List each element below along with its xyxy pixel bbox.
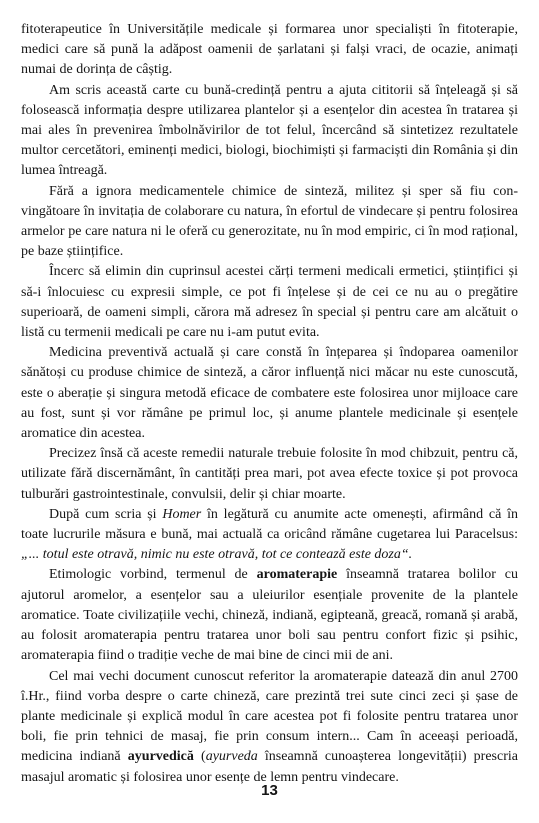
paragraph-5: [21, 343, 518, 444]
text-run: Fără a ignora medicamentele chimice de sinteză, militez și sper să fiu convingătoare în invitația de colaborare cu natura, în efortul de vindecare și pentru folosirea armelor pe care natura ni le oferă cu generozitate, nu în mod empiric, ci în mod rațional, pe baze științifice.: [21, 183, 518, 260]
text-run: Am scris această carte cu bună-credință pentru a ajuta cititorii să înțeleagă și să folosească informația despre utilizarea plantelor și a esențelor din acestea în tratarea și mai ales în prevenirea îmbolnăvirilor de tot felul, încercând să sintetizez rezultatele multor cercetători, eminenți medici, biologi, biochimiști și farmaciști din România și din lumea întreagă.: [21, 82, 518, 179]
text-run: După cum scria și: [49, 506, 163, 522]
text-run: Precizez însă că aceste remedii naturale trebuie folosite în mod chibzuit, pentru că, utilizate fără discernământ, în cantități prea mari, pot avea efecte toxice și pot provoca tulburări gastrointestinale, convulsii, delir și chiar moarte.: [21, 446, 518, 502]
paragraph-6: [21, 444, 518, 505]
text-run: (: [193, 749, 206, 765]
body-text: [21, 20, 518, 788]
italic-text: ayurveda: [205, 749, 258, 765]
text-run: înseamnă cunoașterea longevității) prescria masajul aromatic și folosirea unor esențe de lemn pentru vindecare.: [21, 749, 518, 785]
paragraph-9: [21, 667, 518, 788]
text-run: Medicina preventivă actuală și care constă în înțeparea și îndoparea oamenilor sănătoși cu produse chimice de sinteză, a căror influență nici măcar nu este cunoscută, este o aberație și singura metodă eficace de combatere este folosirea unor mijloace care au fost, sunt și vor rămâne pe primul loc, și anume plantele medicinale și esențele aromatice din acestea.: [21, 345, 518, 442]
paragraph-2: [21, 81, 518, 182]
text-run: Încerc să elimin din cuprinsul acestei cărți termeni medicali ermetici, științifici și să-i înlocuiesc cu expresii simple, ce pot fi înțelese și de cei ce nu au o pregătire superioară, de oameni simpli, cărora mă adresez în special și pentru care am alcătuit o listă cu termenii medicali pe care nu i-am putut evita.: [21, 264, 518, 341]
bold-term: ayurvedică: [127, 749, 194, 765]
page-number: 13: [261, 782, 278, 799]
paragraph-1: [21, 20, 518, 81]
text-run: Cel mai vechi document cunoscut referitor la aromaterapie datează din anul 2700 î.Hr., fiind vorba despre o carte chineză, care prezintă trei sute cinci zeci și șase de plante medicinale și explică modul în care acestea pot fi folosite pentru tratarea unor boli, fie prin tehnici de masaj, fie prin consum intern... Cam în aceeași perioadă, medicina indiană: [21, 668, 518, 765]
italic-text: Homer: [162, 506, 202, 522]
text-run: înseamnă tratarea bolilor cu ajutorul aromelor, a esențelor sau a uleiurilor esențiale provenite de la plantele aromatice. Toate civilizațiile vechi, chineză, indiană, egipteană, greacă, romană și arabă, au folosit aromaterapia pentru tratarea unor boli sau pentru confort fizic și psihic, aromaterapia fiind o tradiție veche de mai bine de cinci mii de ani.: [21, 567, 518, 664]
paragraph-8: [21, 565, 518, 666]
text-run: în legătură cu anumite acte omenești, afirmând că în toate lucrurile măsura e bună, mai actuală ca oricând rămâne cugetarea lui Paracelsus:: [21, 506, 518, 543]
bold-term: aromaterapie: [256, 567, 338, 583]
paragraph-3: [21, 182, 518, 263]
paragraph-7: [21, 505, 518, 566]
text-run: Etimologic vorbind, termenul de: [49, 567, 257, 583]
italic-text: „... totul este otravă, nimic nu este otravă, tot ce contează este doza“.: [21, 547, 413, 563]
paragraph-4: [21, 262, 518, 343]
text-run: fitoterapeutice în Universitățile medicale și formarea unor specialiști în fitoterapie, medici care să pună la adăpost oamenii de șarlatani și falși vraci, de ocazie, animați numai de dorința de câștig.: [21, 22, 518, 78]
